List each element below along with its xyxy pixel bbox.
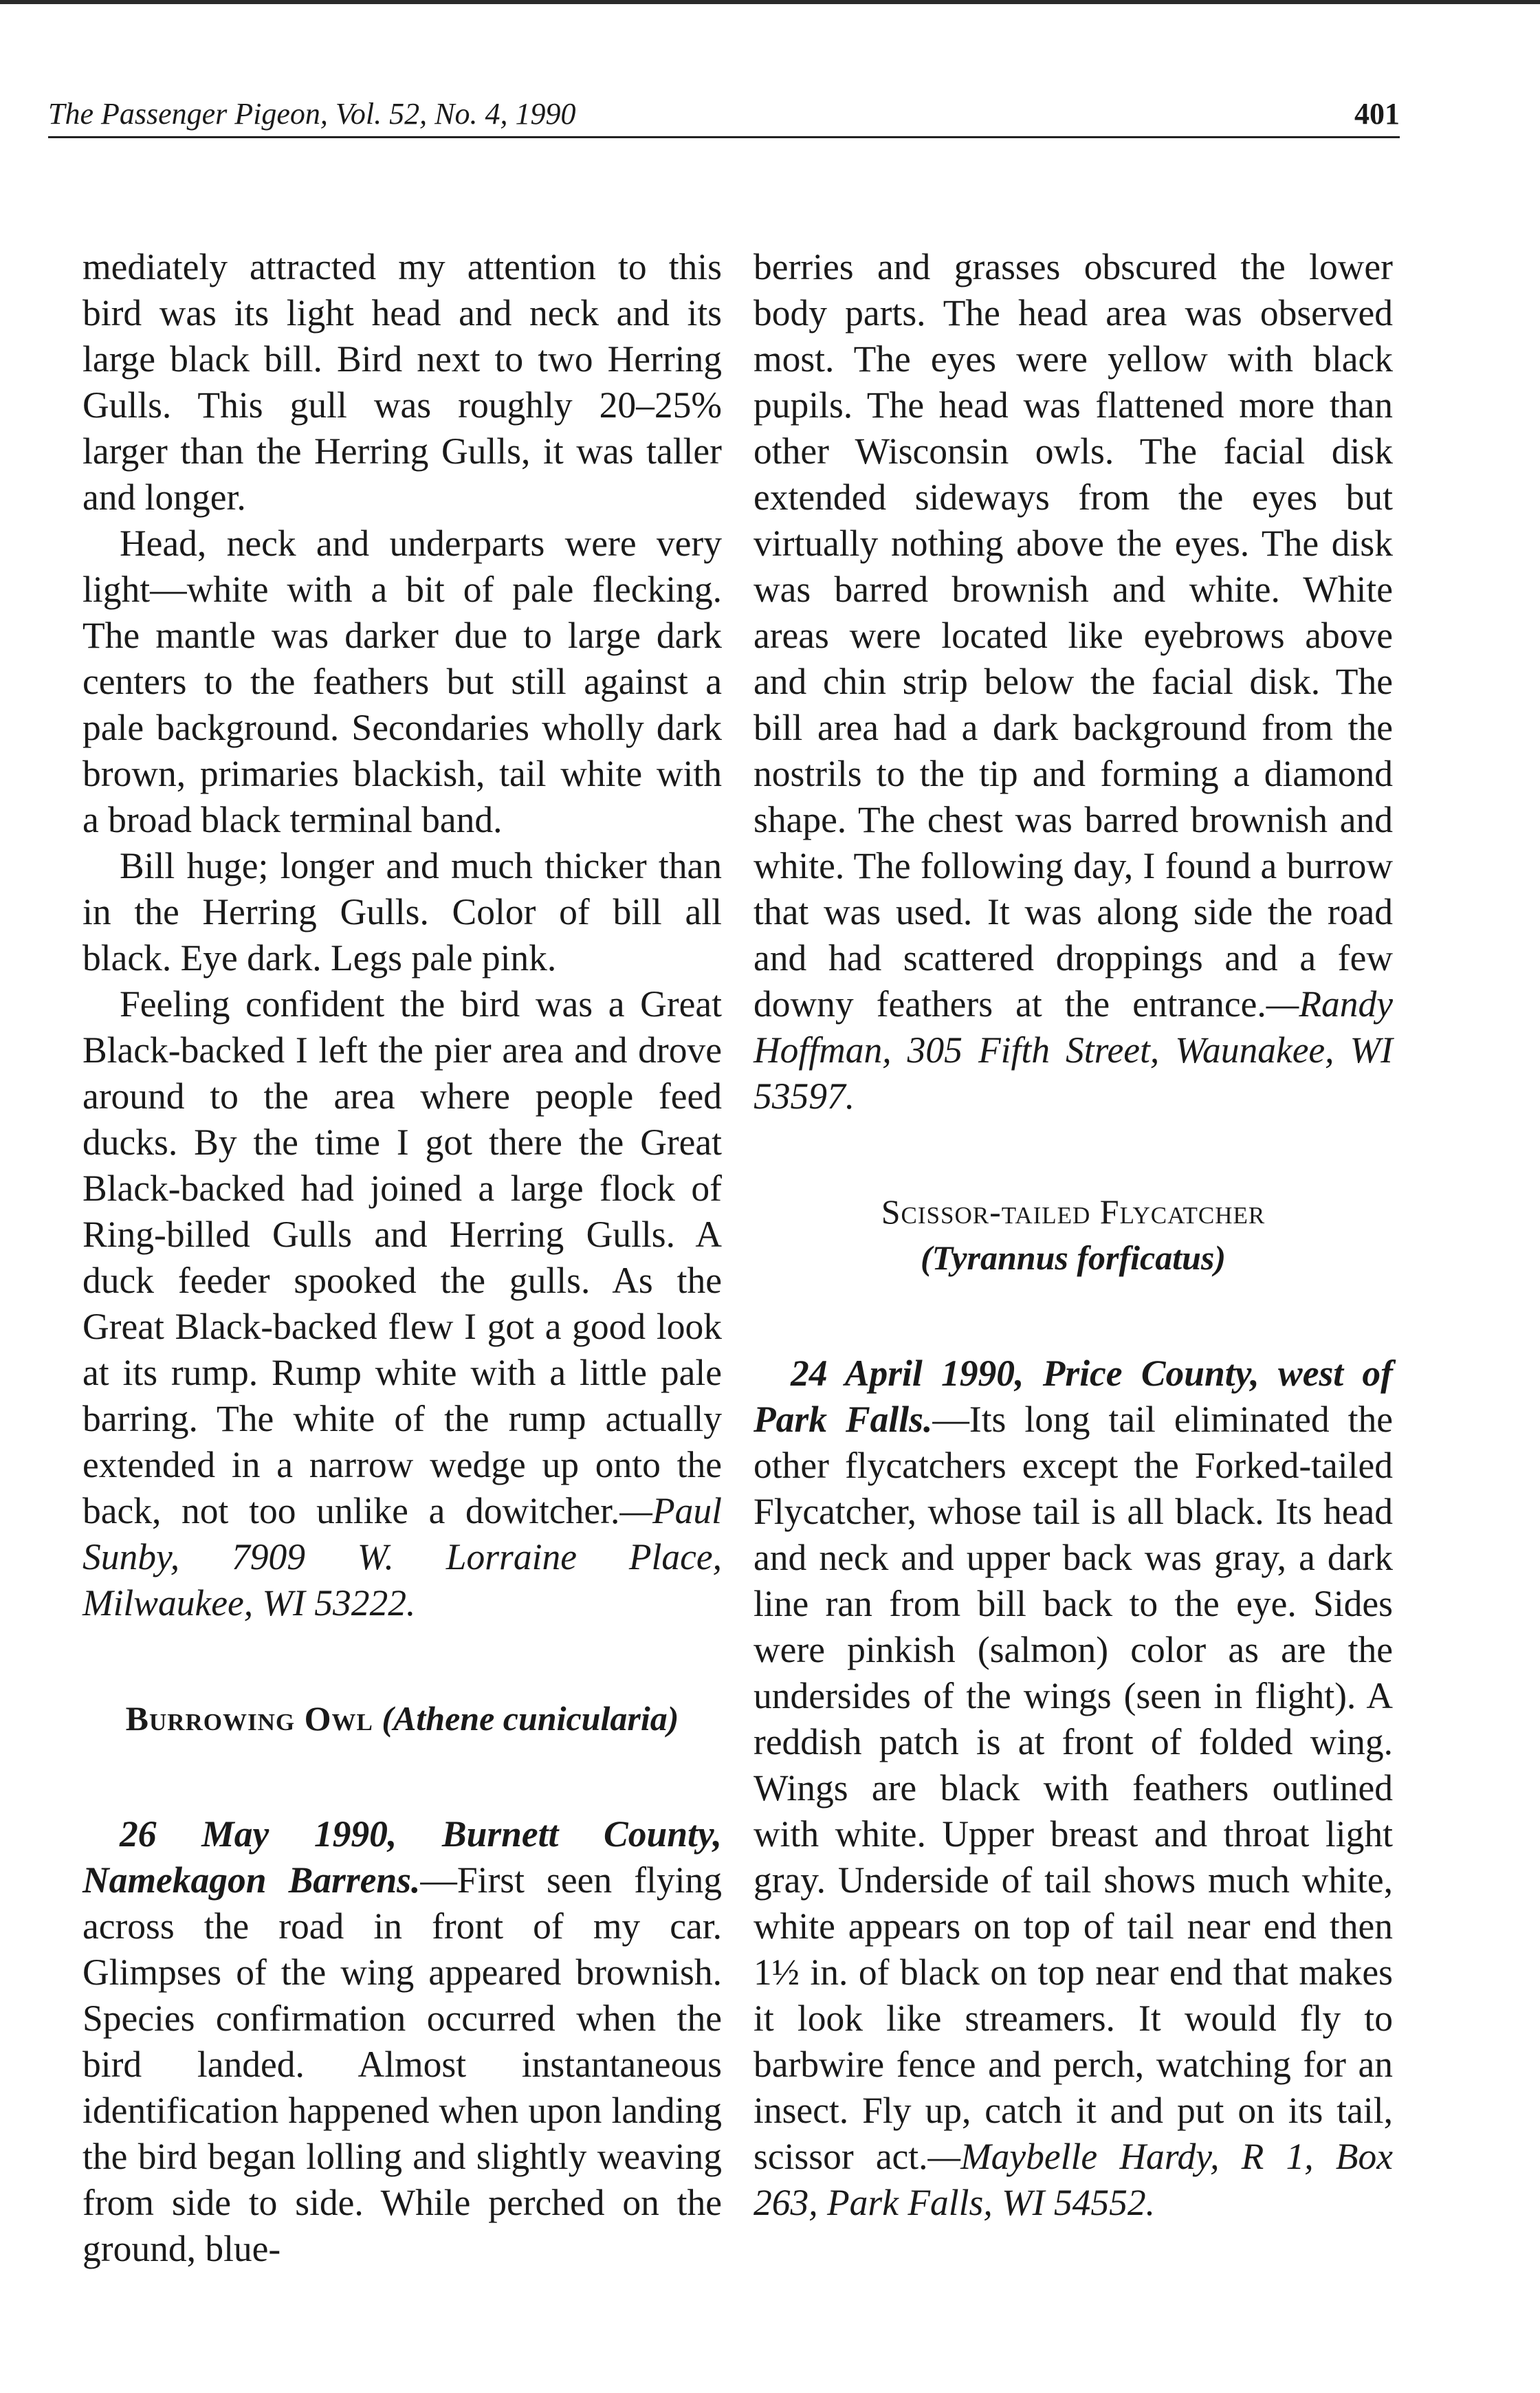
flycatcher-dateline: 24 April 1990, Price County, west of Park Falls. <box>754 1353 1393 1440</box>
running-head: The Passenger Pigeon, Vol. 52, No. 4, 1990 <box>48 97 576 131</box>
top-border <box>0 0 1540 4</box>
gull-paragraph-3: Bill huge; longer and much thicker than in the Herring Gulls. Color of bill all black. Eye dark. Legs pale pink. <box>82 845 722 979</box>
flycatcher-signature: —Maybelle Hardy, R 1, Box 263, Park Falls, WI 54552. <box>754 2136 1393 2223</box>
flycatcher-paragraph: 24 April 1990, Price County, west of Park Falls.—Its long tail eliminated the other flycatchers except the Forked-tailed Flycatcher, whose tail is all black. Its head and neck and upper back was gray, a dark line ran from bill back to the eye. Sides were pinkish (salmon) color as are the undersides of the wings (seen in flight). A reddish patch is at front of folded wing. Wings are black with feathers outlined with white. Upper breast and throat light gray. Underside of tail shows much white, white appears on top of tail near end then 1½ in. of black on top near end that makes it look like streamers. It would fly to barbwire fence and perch, watching for an insect. Fly up, catch it and put on its tail, scissor act.—Maybelle Hardy, R 1, Box 263, Park Falls, WI 54552. <box>754 1353 1394 2223</box>
page-header <box>48 95 1400 138</box>
owl-signature: —Randy Hoffman, 305 Fifth Street, Waunakee, WI 53597. <box>754 983 1393 1117</box>
flycatcher-heading-common: Scissor-tailed Flycatcher <box>881 1192 1266 1231</box>
gull-paragraph-1: mediately attracted my attention to this bird was its light head and neck and its large black bill. Bird next to two Herring Gulls. This gull was roughly 20–25% larger than the Herring Gulls, it was taller and longer. <box>82 246 722 518</box>
owl-paragraph-2: berries and grasses obscured the lower body parts. The head area was observed most. The eyes were yellow with black pupils. The head was flattened more than other Wisconsin owls. The facial disk extended sideways from the eyes but virtually nothing above the eyes. The disk was barred brownish and white. White areas were located like eyebrows above and chin strip below the facial disk. The bill area had a dark background from the nostrils to the tip and forming a diamond shape. The chest was barred brownish and white. The following day, I found a burrow that was used. It was along side the road and had scattered droppings and a few downy feathers at the entrance.—Randy Hoffman, 305 Fifth Street, Waunakee, WI 53597. <box>754 246 1393 1117</box>
owl-dateline: 26 May 1990, Burnett County, Namekagon Barrens. <box>82 1813 722 1901</box>
right-column <box>754 244 1393 2226</box>
owl-heading-common: Burrowing Owl <box>125 1699 373 1738</box>
page-number: 401 <box>1354 97 1400 131</box>
owl-paragraph-1: 26 May 1990, Burnett County, Namekagon Barrens.—First seen flying across the road in front of my car. Glimpses of the wing appeared brownish. Species confirmation occurred when the bird landed. Almost instantaneous identification happened when upon landing the bird began lolling and slightly weaving from side to side. While perched on the ground, blue- <box>82 1813 722 2269</box>
flycatcher-heading-sci: (Tyrannus forficatus) <box>920 1238 1226 1277</box>
gull-paragraph-4: Feeling confident the bird was a Great Black-backed I left the pier area and drove around to the area where people feed ducks. By the time I got there the Great Black-backed had joined a large flock of Ring-billed Gulls and Herring Gulls. A duck feeder spooked the gulls. As the Great Black-backed flew I got a good look at its rump. Rump white with a little pale barring. The white of the rump actually extended in a narrow wedge up onto the back, not too unlike a dowitcher.—Paul Sunby, 7909 W. Lorraine Place, Milwaukee, WI 53222. <box>82 983 722 1624</box>
flycatcher-heading <box>754 1189 1393 1281</box>
left-column <box>82 244 722 2272</box>
owl-heading <box>82 1696 722 1742</box>
owl-heading-sci: (Athene cunicularia) <box>382 1699 679 1738</box>
gull-signature: —Paul Sunby, 7909 W. Lorraine Place, Milwaukee, WI 53222. <box>82 1490 722 1624</box>
gull-paragraph-2: Head, neck and underparts were very light—white with a bit of pale flecking. The mantle was darker due to large dark centers to the feathers but still against a pale background. Secondaries wholly dark brown, primaries blackish, tail white with a broad black terminal band. <box>82 523 722 840</box>
